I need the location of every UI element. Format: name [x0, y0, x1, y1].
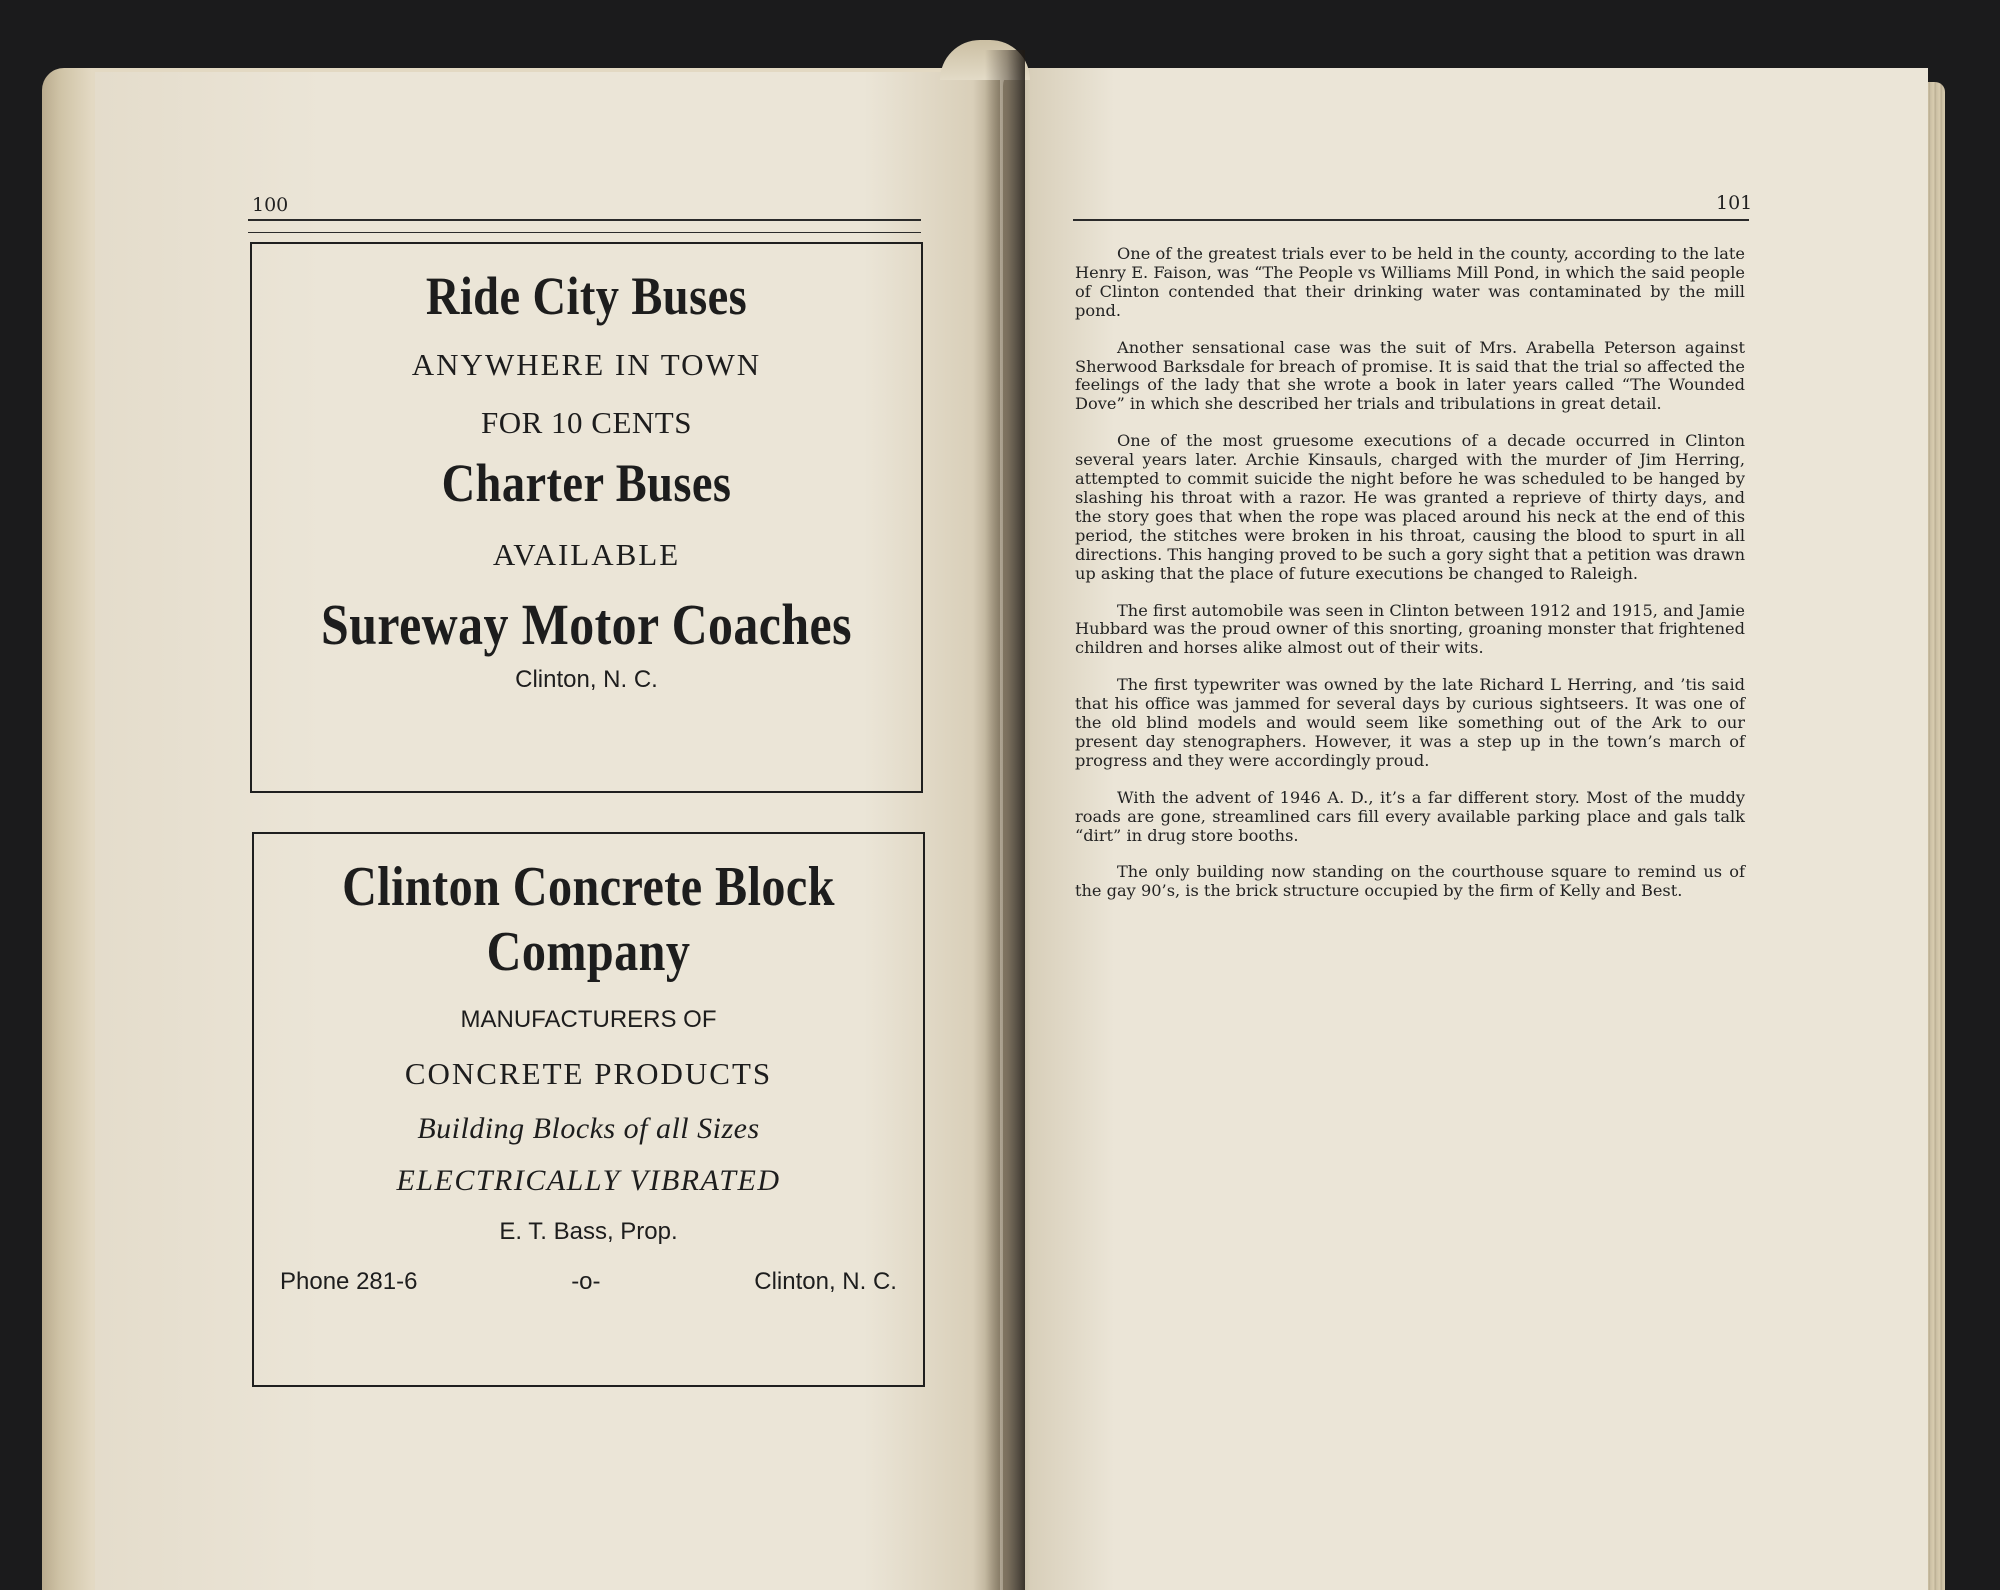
ad-line-building-blocks: Building Blocks of all Sizes [417, 1111, 760, 1145]
ad-headline-company: Company [486, 920, 691, 983]
ad-phone: Phone 281-6 [280, 1267, 418, 1295]
paragraph: The first typewriter was owned by the late Richard L Herring, and ’tis said that his office was jammed for several days by curious sightseers. It was one of the old blind models and would seem like something out of the Ark to our present day stenographers. However, it was a step up in the town’s march of progress and they were accordingly proud. [1075, 675, 1745, 770]
paragraph: One of the greatest trials ever to be held in the county, according to the late Henry E. Faison, was “The People vs Williams Mill Pond, in which the said people of Clinton contended that their drinking water was contaminated by the mill pond. [1075, 244, 1745, 320]
header-rule-right [1073, 219, 1749, 221]
ad-line-concrete-products: CONCRETE PRODUCTS [404, 1055, 773, 1091]
ad-line-anywhere: ANYWHERE IN TOWN [411, 346, 762, 382]
paragraph: Another sensational case was the suit of Mrs. Arabella Peterson against Sherwood Barksdale for breach of promise. It is said that the trial so affected the feelings of the lady that she wrote a book in later years called “The Wounded Dove” in which she described her trials and tribulations in great detail. [1075, 337, 1745, 414]
ad-line-fare: FOR 10 CENTS [481, 404, 692, 440]
body-text [1075, 245, 1745, 919]
ad-headline-ride-city-buses: Ride City Buses [425, 266, 748, 326]
ad-location: Clinton, N. C. [515, 666, 658, 694]
ad-line-available: AVAILABLE [492, 537, 681, 573]
ad-separator: -o- [571, 1267, 601, 1295]
paragraph: The only building now standing on the courthouse square to remind us of the gay 90’s, is the brick structure occupied by the firm of Kelly and Best. [1075, 862, 1745, 901]
ad-headline-clinton-concrete: Clinton Concrete Block [342, 856, 835, 918]
ad-footer-location: Clinton, N. C. [754, 1267, 897, 1295]
header-rule-left [248, 219, 921, 221]
page-number-right: 101 [1716, 192, 1753, 214]
paragraph: One of the most gruesome executions of a decade occurred in Clinton several years later. Archie Kinsauls, charged with the murder of Jim Herring, attempted to commit suicide the night before he was scheduled to be hanged by slashing his throat with a razor. He was granted a reprieve of thirty days, and the story goes that when the rope was placed around his neck at the end of this period, the stitches were broken in his throat, causing the blood to spurt in all directions. This hanging proved to be such a gory sight that a petition was drawn up asking that the place of future executions be changed to Raleigh. [1075, 431, 1745, 583]
ad-footer-row [254, 1268, 923, 1296]
ad-line-manufacturers: MANUFACTURERS OF [460, 1005, 717, 1033]
ad-headline-charter-buses: Charter Buses [441, 452, 732, 513]
paragraph: The first automobile was seen in Clinton between 1912 and 1915, and Jamie Hubbard was the proud owner of this snorting, groaning monster that frightened children and horses alike almost out of their wits. [1075, 600, 1745, 658]
ad-concrete-block [252, 832, 925, 1387]
ad-headline-sureway: Sureway Motor Coaches [321, 592, 852, 658]
header-rule-left-2 [248, 232, 921, 233]
spine-shadow [985, 50, 1025, 1590]
page-number-left: 100 [252, 194, 289, 216]
ad-line-vibrated: ELECTRICALLY VIBRATED [396, 1163, 781, 1197]
ad-city-buses [250, 242, 923, 793]
ad-proprietor: E. T. Bass, Prop. [499, 1217, 678, 1245]
paragraph: With the advent of 1946 A. D., it’s a far different story. Most of the muddy roads are gone, streamlined cars fill every available parking place and gals talk “dirt” in drug store booths. [1075, 787, 1745, 845]
